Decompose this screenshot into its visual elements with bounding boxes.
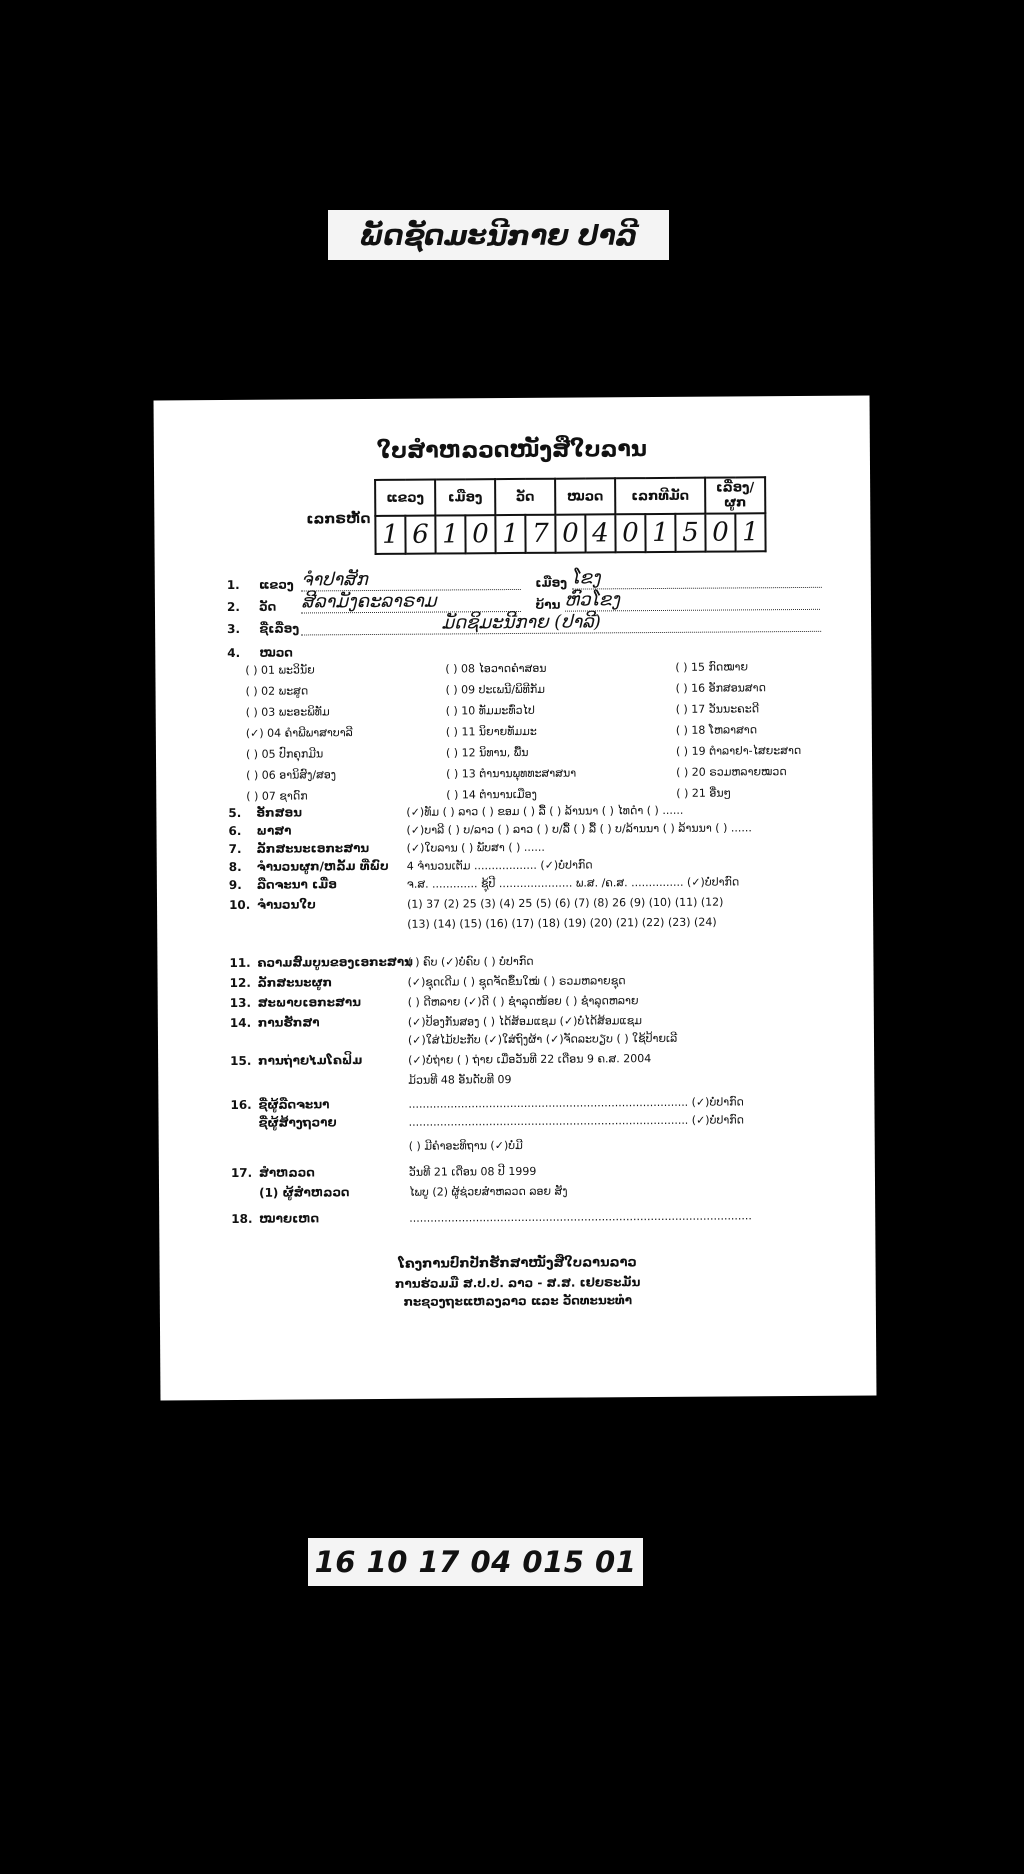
footer-line-2: ການຮ່ວມມື ສ.ປ.ປ. ລາວ - ສ.ສ. ເຢຍຣະມັນ <box>394 1275 641 1291</box>
field-num: 11. <box>229 955 251 970</box>
code-digit: 1 <box>375 516 405 554</box>
form-row <box>231 1138 523 1154</box>
field-value: ................................................................................ (✓)ບໍ່ປາກົດ <box>408 1095 744 1111</box>
form-row <box>230 993 639 1010</box>
field-label <box>258 1084 408 1085</box>
field-value: (✓)ຊຸດເດີມ ( ) ຊຸດຈັດຂຶ້ນໃໝ່ ( ) ຣວມຫລາຍຊຸດ <box>407 974 626 989</box>
field-label: ວັດ <box>259 599 277 614</box>
field-label: ແຂວງ <box>258 577 294 592</box>
field-num: 4. <box>227 645 241 661</box>
code-digit: 7 <box>525 515 555 553</box>
code-digit: 5 <box>675 514 705 552</box>
category-option: ( ) 14 ຕຳນານເມືອງ <box>446 787 537 802</box>
document-title-label: ພັດຊັດມະນີກາຍ ປາລີ <box>328 210 669 260</box>
form-row <box>231 1112 745 1130</box>
survey-form-sheet <box>154 396 877 1401</box>
field-value: (✓)ບໍ່ຖ່າຍ ( ) ຖ່າຍ ເມື່ອວັນທີ 22 ເດືອນ 9 ຄ.ສ. 2004 <box>408 1052 652 1067</box>
field-label: ພາສາ <box>256 823 292 838</box>
field-num: 15. <box>230 1053 252 1068</box>
footer-line-1: ໂຄງການປົກປັກຮັກສາໜັງສືໃບລານລາວ <box>398 1255 637 1272</box>
field-num: 14. <box>229 1015 252 1030</box>
category-option: (✓) 04 ຄຳພີພາສາບາລີ <box>245 726 353 740</box>
code-digit: 1 <box>435 515 465 553</box>
field-province-value: ຈຳປາສັກ <box>301 568 521 592</box>
field-label: ຊື່ເລື່ອງ <box>259 621 300 636</box>
footer-line-3: ກະຊວງຖະແຫລງລາວ ແລະ ວັດທະນະທຳ <box>403 1293 633 1309</box>
category-heading <box>227 646 293 660</box>
field-num: 5. <box>228 805 242 820</box>
field-value: (✓)ບາລີ ( ) ບ/ລາວ ( ) ລາວ ( ) ບ/ລື້ ( ) ລື້ ( ) ບ/ລ້ານນາ ( ) ລ້ານນາ ( ) ...... <box>406 821 752 837</box>
code-header-category: ໝວດ <box>555 478 615 514</box>
code-label: ເລກຣຫັດ <box>306 510 371 528</box>
field-label: ຊື່ຜູ້ລືດຈະນາ <box>258 1097 330 1112</box>
category-option: ( ) 06 ອານິສົງ/ສອງ <box>246 768 337 782</box>
form-row <box>229 857 593 874</box>
catalog-code-label: 16 10 17 04 015 01 <box>308 1538 643 1586</box>
field-value: .................................................................................................. <box>409 1209 752 1225</box>
code-digit: 6 <box>405 516 435 554</box>
field-label: ການຖ່າຍໄມໂຄຟິມ <box>258 1053 363 1068</box>
field-label <box>259 1150 409 1151</box>
field-num: 9. <box>228 877 242 892</box>
category-option: ( ) 21 ອື່ນໆ <box>676 786 732 800</box>
field-value: ວັນທີ 21 ເດືອນ 08 ປີ 1999 <box>408 1164 537 1179</box>
form-row <box>229 915 717 932</box>
form-row <box>230 1072 511 1088</box>
code-header-district: ເມືອງ <box>435 479 495 515</box>
field-label: ຄວາມສົມບູນຂອງເອກະສານ <box>257 954 413 970</box>
form-row <box>229 874 739 892</box>
field-value: ມ້ວນທີ 48 ອັນດັບທີ 09 <box>408 1073 512 1087</box>
form-row <box>231 1208 752 1226</box>
form-row <box>230 1094 744 1112</box>
field-num: 3. <box>227 621 241 637</box>
code-digit: 0 <box>705 513 735 551</box>
code-digit: 0 <box>465 515 495 553</box>
field-value: ( ) ດີຫລາຍ (✓)ດີ ( ) ຊຳລຸດໜ້ອຍ ( ) ຊຳລຸດຫລາຍ <box>407 994 639 1009</box>
code-digit: 1 <box>645 514 675 552</box>
field-label: ລັກສະນະຜູກ <box>257 975 333 990</box>
category-option: ( ) 07 ຊາດົກ <box>246 789 308 803</box>
form-row <box>228 820 751 838</box>
form-row <box>230 1051 651 1068</box>
category-option: ( ) 18 ໂຫລາສາດ <box>675 723 758 737</box>
field-district-value: ໂຂງ <box>571 566 821 590</box>
form-row <box>230 973 626 990</box>
field-value: 4 ຈຳນວນເຕັມ .................. (✓)ບໍ່ປາກົດ <box>406 858 593 873</box>
field-title-row <box>227 610 822 636</box>
field-num: 18. <box>231 1211 253 1226</box>
code-digit: 0 <box>615 514 645 552</box>
category-option: ( ) 02 ພະສູດ <box>245 684 309 698</box>
code-table <box>374 476 767 555</box>
field-label: ສະພາບເອກະສານ <box>257 995 362 1010</box>
category-option: ( ) 11 ນິຍາຍທັມມະ <box>445 724 537 739</box>
code-digit: 4 <box>585 514 615 552</box>
field-label: ຊື່ຜູ້ສ້າງຖວາຍ <box>258 1115 337 1130</box>
field-num: 2. <box>226 599 240 615</box>
field-value: (✓)ປ້ອງກັນສອງ ( ) ໄດ້ສ້ອມແຊມ (✓)ບໍ່ໄດ້ສ້ອມແຊມ <box>407 1014 643 1029</box>
category-option: ( ) 20 ຣວມຫລາຍໝວດ <box>676 765 787 779</box>
form-row <box>229 840 545 856</box>
field-label: ສຳຫລວດ <box>258 1165 315 1180</box>
category-option: ( ) 13 ຕຳນານພຸທທະສາສນາ <box>446 766 577 781</box>
field-value: (✓)ໃບລານ ( ) ພັບສາ ( ) ...... <box>406 840 545 855</box>
field-value: (✓)ໃສ່ໄມ້ປະກັບ (✓)ໃສ່ຖົງຜ້າ (✓)ຈັດລະບຽບ ( ) ໃຊ້ປ້າຍເລີ <box>407 1031 678 1047</box>
form-row <box>231 1164 537 1180</box>
category-option: ( ) 08 ໄອວາດຄຳສອນ <box>445 661 547 676</box>
field-value: ໄພບູ (2) ຜູ້ຊ່ວຍສຳຫລວດ ລອຍ ສັງ <box>409 1184 568 1199</box>
field-label: (1) ຜູ້ສຳຫລວດ <box>259 1185 350 1200</box>
field-label: ລັກສະນະເອກະສານ <box>256 841 370 856</box>
field-num: 8. <box>228 859 242 874</box>
field-num: 16. <box>230 1097 252 1112</box>
category-option: ( ) 15 ກົດໝາຍ <box>675 660 749 674</box>
code-header-bundle: ເລກທີມັດ <box>615 478 705 515</box>
field-num: 13. <box>229 995 252 1010</box>
code-digit: 0 <box>555 514 585 552</box>
field-label: ຈຳນວນຜູກ/ຫລັ້ມ ທີ່ພົບ <box>256 858 389 874</box>
category-option: ( ) 16 ອັກສອນສາດ <box>675 681 766 695</box>
field-label: ລືດຈະນາ ເມື່ອ <box>256 877 337 892</box>
category-option: ( ) 05 ປົກຄຸກມີນ <box>245 747 324 761</box>
field-label: ບ້ານ <box>535 597 561 612</box>
field-label: ໝວດ <box>259 645 293 660</box>
form-row <box>229 895 724 912</box>
code-digit: 1 <box>495 515 525 553</box>
field-label <box>258 1044 408 1045</box>
field-label: ໝາຍເຫດ <box>259 1211 320 1226</box>
category-option: ( ) 19 ຕຳລາຢາ-ໄສຍະສາດ <box>675 743 802 758</box>
category-option: ( ) 01 ພະວິນັຍ <box>245 663 315 677</box>
form-title: ໃບສຳຫລວດໜັງສືໃບລານ <box>376 437 648 464</box>
field-num: 7. <box>228 841 242 856</box>
field-value: (1) 37 (2) 25 (3) (4) 25 (5) (6) (7) (8) 26 (9) (10) (11) (12) <box>406 895 724 911</box>
category-option: ( ) 09 ປະເພນີ/ພິທີກັມ <box>445 682 545 697</box>
form-row <box>228 803 683 820</box>
category-option: ( ) 03 ພະອະພິທັມ <box>245 705 330 719</box>
code-header-temple: ວັດ <box>495 479 555 515</box>
field-village-value: ຫົວໂຂງ <box>564 588 819 612</box>
field-value: ( ) ມີຄຳອະທິຖານ (✓)ບໍ່ມີ <box>408 1138 523 1153</box>
code-header-fascicle: ເລື່ອງ/ຜູກ <box>705 477 765 513</box>
field-temple-value: ສີລາມັງຄະລາຣາມ <box>301 590 521 614</box>
field-num: 10. <box>228 897 251 912</box>
category-option: ( ) 10 ທັມມະທົ່ວໄປ <box>445 703 535 718</box>
form-row <box>230 1031 677 1048</box>
field-num: 12. <box>229 975 251 990</box>
field-label: ການຮັກສາ <box>257 1015 320 1030</box>
form-row <box>229 954 533 970</box>
field-label: ອັກສອນ <box>256 805 302 820</box>
field-num: 17. <box>230 1165 253 1180</box>
field-title-value: ມັດຊິມະນີກາຍ (ປາລີ) <box>301 610 821 636</box>
code-header-province: ແຂວງ <box>375 480 435 516</box>
field-value: (13) (14) (15) (16) (17) (18) (19) (20) (21) (22) (23) (24) <box>407 915 717 931</box>
field-value: ຈ.ສ. ............. ຊຸ້ປີ ..................... ພ.ສ. /ຄ.ສ. ............... (✓)ບໍ່ປາກົດ <box>406 875 740 891</box>
field-label <box>257 928 407 929</box>
category-option: ( ) 12 ນິທານ, ພື້ນ <box>445 745 529 760</box>
field-label: ເມືອງ <box>535 575 568 590</box>
code-digit: 1 <box>735 513 765 551</box>
form-row <box>230 1013 642 1030</box>
field-value: ................................................................................ (✓)ບໍ່ປາກົດ <box>408 1113 745 1129</box>
field-num: 6. <box>228 823 242 838</box>
field-num: 1. <box>226 577 240 593</box>
field-value: ( ) ຄົບ (✓)ບໍ່ຄົບ ( ) ບໍ່ປາກົດ <box>407 954 534 969</box>
field-value: (✓)ທັມ ( ) ລາວ ( ) ຂອມ ( ) ລື້ ( ) ລ້ານນາ ( ) ໄທດຳ ( ) ...... <box>406 803 684 819</box>
form-row <box>231 1184 568 1200</box>
category-option: ( ) 17 ວັນນະຄະດີ <box>675 702 760 716</box>
field-label: ຈຳນວນໃບ <box>256 897 316 912</box>
